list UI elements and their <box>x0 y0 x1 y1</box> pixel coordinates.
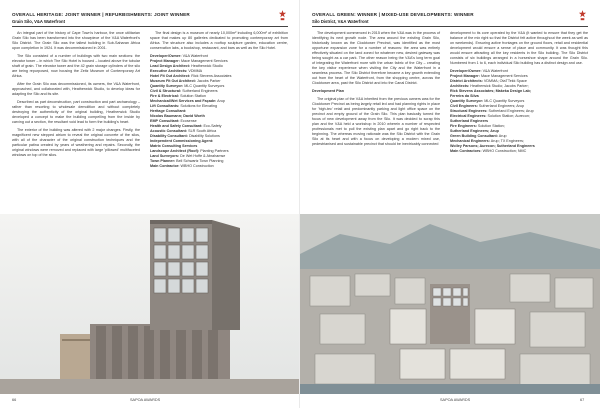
credit-role: Developer/Owner: <box>450 69 482 73</box>
credit-name: MLC Quantity Surveyors <box>484 99 525 103</box>
credit-role: Sutherland Engineers <box>450 119 489 123</box>
credit-name: WBHO Construction; NMC <box>482 149 527 153</box>
credit-name: Heatherwick Studio; Jacobs Parker; <box>470 84 529 88</box>
credit-name: Mace Management Services <box>480 74 528 78</box>
credit-role: Independent Commissioning Agent: <box>150 139 214 143</box>
credit-name: Rick Stevens Associates <box>191 74 232 78</box>
credit-role: EMP Consultant: <box>150 119 180 123</box>
grain-silo-photo <box>0 214 299 394</box>
left-column2-intro: The final design is a museum of nearly 10,000m² including 6,000m² of exhibition space that makes up 80 galleries dedicated to promoting contemporary art from Africa. The structure also includes a rooftop sculpture garden, education centre, conservation labs, a bookshop, restaurant, and bars as well as the Silo Hotel. <box>150 31 288 50</box>
credit-role: Hotel Fit Out Architect: <box>150 74 191 78</box>
left-folio-number: 66 <box>12 398 17 402</box>
credit-role: Electrical Engineers: <box>450 114 487 118</box>
credit-role: Town Planner: <box>150 159 176 163</box>
credit-name: MLC Quantity Surveyors <box>184 84 225 88</box>
left-header-rule <box>12 26 288 27</box>
right-folio-number: 67 <box>580 398 585 402</box>
right-header-rule <box>312 26 588 27</box>
credit-role: District Architects: <box>450 79 483 83</box>
sapoa-award-logo-icon <box>578 10 587 21</box>
credit-role: Green Building Consultant: <box>450 134 498 138</box>
credit-role: Mechanical/Wet Services and Façade: <box>150 99 217 103</box>
credit-name: De Wet Hoffe & Abrahamse <box>180 154 226 158</box>
right-page-subheader: Silo District, V&A Waterfront <box>312 19 369 24</box>
credit-role: Civil & Structural: <box>150 89 182 93</box>
right-page <box>300 0 600 408</box>
right-column-1 <box>312 31 440 150</box>
credit-role: Landscape Architect (Roof): <box>150 149 200 153</box>
credit-role: Project Manager: <box>150 59 180 63</box>
credit-role: Fire Engineers: <box>450 124 477 128</box>
credit-role: Acoustic Consultant: <box>150 129 188 133</box>
right-column2-intro: development to its core operated by the V&A (it wanted to ensure that they get the balance of the mix right so that the District felt active throughout the week as well as on weekends). Ensuring active frontages on the ground floors, retail and residential development would ensure a sense of place and community. It was thought this would ensure attracting all the key residents in the Silo building. The Silo District consists of six buildings arranged in a horseshoe shape around the Grain Silo. Numbered from 1 to 6, each individual Silo building has a distinct design and use. <box>450 31 588 65</box>
credit-role: Ferreira da Silva <box>450 94 479 98</box>
left-folio-title: SAPOA AWARDS <box>130 398 161 402</box>
left-paragraph-2: The Silo consisted of a number of buildings with two main sections: the elevator tower – in which The Silo Hotel is housed – located above the tubular shaft of grain. The elevator tower and the 42 grain storage cylinders of the silo are being repurposed, now housing the Zeitz Museum of Contemporary Art Africa. <box>12 54 140 78</box>
credit-role: Wolley Parsons; Aurecon; Sutherland Engineers <box>450 144 535 148</box>
development-plan-heading: Development Plan <box>312 89 344 93</box>
credit-name: Heatherwick Studio <box>191 64 223 68</box>
credit-name: Disability Solutions <box>188 134 220 138</box>
right-credits-list <box>450 69 588 154</box>
left-credits-list <box>150 54 288 169</box>
credit-role: Disability Consultant: <box>150 134 188 138</box>
credit-role: Developer/Owner: <box>150 54 182 58</box>
left-paragraph-3: After the Grain Silo was decommissioned, its owners, the V&A Waterfront, approached, and collaborated with, Heatherwick Studio, to develop ideas for adapting the Silo and its site. <box>12 82 140 96</box>
credit-name: Sutherland Engineers; Arup <box>478 104 525 108</box>
credit-role: Executive Architects: <box>150 69 188 73</box>
credit-line <box>150 164 288 169</box>
credit-role: Lead Design Architect: <box>150 64 191 68</box>
credit-name: VDMMA; OtaTTekk Space <box>483 79 527 83</box>
credit-role: Health and Safety Consultant: <box>150 124 203 128</box>
credit-name: Solutions for Elevating <box>180 104 218 108</box>
right-folio-title: SAPOA AWARDS <box>440 398 471 402</box>
credit-role: Nicolas Baumann; David Worth <box>150 114 205 118</box>
credit-name: Sutherland Engineers; Arup <box>488 109 534 113</box>
credit-name: Bell Schwartz Town Planning <box>176 159 224 163</box>
left-page-subheader: Grain Silo, V&A Waterfront <box>12 19 65 24</box>
credit-name: V&A Waterfront <box>482 69 508 73</box>
credit-role: Land Surveyors: <box>150 154 180 158</box>
left-page-header: OVERALL HERITAGE: JOINT WINNER | REFURBISHMENTS: JOINT WINNER <box>12 12 190 17</box>
credit-role: Fire & Electrical: <box>150 94 180 98</box>
credit-name: Planting Partners <box>200 149 229 153</box>
left-paragraph-5: The exterior of the building was altered with 2 major changes. Firstly, the magnificent new stepped atrium to reveal the original concrete of the silos, with all of the character of the original construction techniques and the particular patina created by years of weathering and repairs. Secondly, the original windows were removed and replaced with large 'pillowed' multifaceted windows on top of the silos. <box>12 128 140 157</box>
sapoa-award-logo-icon <box>278 10 287 21</box>
credit-role: Project Manager: <box>450 74 480 78</box>
credit-name: Arup <box>217 99 225 103</box>
credit-role: Quantity Surveyor: <box>450 99 484 103</box>
credit-role: Rick Stevens Associates; Makeka Design Lab; <box>450 89 532 93</box>
left-column-2 <box>150 31 288 169</box>
left-column-1 <box>12 31 140 161</box>
credit-role: Matrix Consulting Services <box>150 144 198 148</box>
credit-name: Eco-Safety <box>203 124 222 128</box>
credit-name: SLR South Africa <box>188 129 217 133</box>
right-page-header: OVERALL GREEN: WINNER | MIXED-USE DEVELOPMENTS: WINNER <box>312 12 474 17</box>
credit-role: Mechanical Engineers: <box>450 139 490 143</box>
credit-role: Civil Engineers: <box>450 104 478 108</box>
credit-name: Mace Management Services <box>180 59 228 63</box>
credit-role: Architects: <box>450 84 470 88</box>
credit-name: Arup; TX Engineers; <box>490 139 524 143</box>
credit-name: Solution Station <box>180 94 206 98</box>
credit-role: Main Contractor: <box>150 164 180 168</box>
credit-line <box>450 149 588 154</box>
credit-role: Heritage Consultant: <box>150 109 187 113</box>
credit-name: Sutherland Engineers <box>182 89 218 93</box>
credit-name: Arup <box>498 134 507 138</box>
right-paragraph-2: The original plan of the V&A inherited from the previous owners was for the Clocktower Precinct as being largely retail led and had planning rights in place for 'high-tec' retail and predominantly parking and light office space on the precinct and empty ground of the Grain Silo. This plan basically turned the focus of new development away from the Silo. It was decided to scrap this plan and the V&A held a workshop in 2010 wherein a number of respected professionals met to pull the existing plan apart and go right back to the beginning. The whereas moving rationale was the Silo District with the Grain Silo at its heart and with a focus on developing a modern mixed use, pedestrianised and sustainable precinct that should be inextricably connected <box>312 97 440 146</box>
credit-name: VDMMA <box>188 69 203 73</box>
right-paragraph-1: The development commenced in 2015 when the V&A was in the process of identifying its next growth node. The area around the existing Grain Silo, historically known as the Clocktower Precinct, was identified as the most opportune expansion zone for a number of reasons: the area was entirely effectively situated on the land zoned for whatever new, desired gateway was being sought as a car park. The other reason being the V&A's long term goal of integrating the Waterfront more with the urban fabric of the City – creating the key visitor experience when visiting the City and the Waterfront in a seamless process. The Silo District therefore became a key growth extending out from the heart of the Waterfront, from the shopping centre, across the Clocktower area, past the Silo District and into the Canal District. <box>312 31 440 85</box>
left-paragraph-1: An integral part of the history of Cape Town's harbour, the once utilitarian Grain Silo has been transformed into the showpiece of the V&A Waterfront's Silo District. The Grain Silo was the tallest building in Sub-Saharan Africa upon completion in 1924. It was decommissioned in 2001. <box>12 31 140 50</box>
credit-role: Sutherland Engineers; Arup <box>450 129 499 133</box>
credit-name: Solution Station; <box>477 124 505 128</box>
credit-role: Main Contractors: <box>450 149 482 153</box>
credit-role: Quantity Surveyor: <box>150 84 184 88</box>
credit-name: WBHO Construction <box>180 164 214 168</box>
left-paragraph-4: Described as part deconstruction, part construction and part archaeology – rather than resorting to wholesale demolition and without completely destroying the authenticity of the original building, Heatherwick Studio developed a concept to make the building compelling from the inside by carving out a section, the resultant void lead to form the building's heart. <box>12 100 140 124</box>
credit-name: Solution Station; Aurecon; <box>487 114 530 118</box>
credit-name: Jacobs Parker <box>197 79 221 83</box>
right-column-2 <box>450 31 588 154</box>
credit-role: Lift Consultants: <box>150 104 180 108</box>
credit-name: V&A Waterfront <box>182 54 208 58</box>
silo-district-aerial-photo <box>300 214 600 394</box>
credit-role: Museum Fit Out Architect: <box>150 79 196 83</box>
credit-name: Ecosense <box>180 119 197 123</box>
credit-role: Structural Engineers: <box>450 109 488 113</box>
